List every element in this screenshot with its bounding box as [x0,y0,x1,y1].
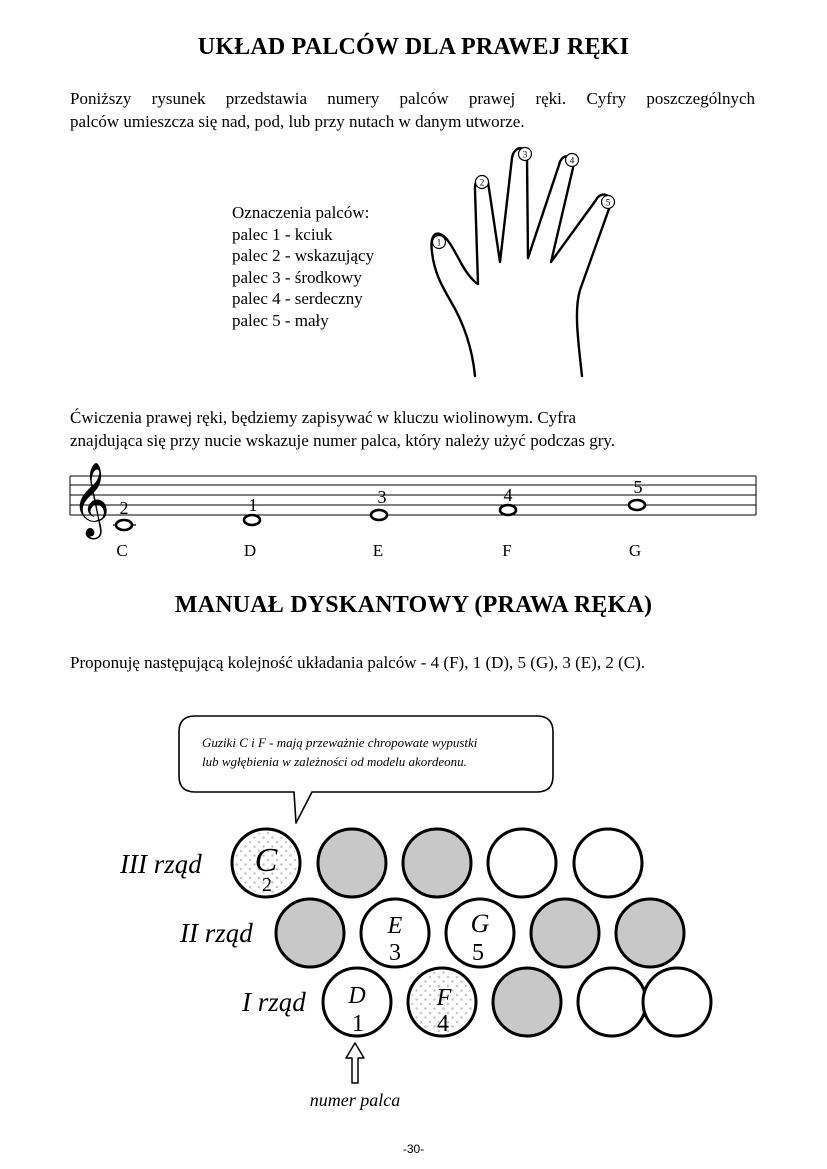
button-row1-white-1 [578,968,646,1036]
finger-3-number: 3 [522,149,528,160]
note-e-name: E [372,541,384,560]
legend-item: palec 3 - środkowy [232,267,362,287]
button-e-note: E [387,913,403,939]
button-f-note: F [436,985,452,1011]
legend-heading: Oznaczenia palców: [232,203,370,222]
button-row1-gray-1 [493,968,561,1036]
button-g-finger: 5 [472,940,484,966]
page-title: UKŁAD PALCÓW DLA PRAWEJ RĘKI [197,34,630,60]
accordion-diagram [0,700,827,1120]
button-row2-gray-3 [616,899,684,967]
button-row3-white-2 [574,829,642,897]
button-row3-gray-2 [403,829,471,897]
note-f [500,505,516,515]
finger-1-number: 1 [436,237,442,248]
finger-5-number: 5 [605,197,611,208]
intro-line-1: Poniższy rysunek przedstawia numery palców prawej ręki. Cyfry poszczególnych [70,89,755,108]
button-row3-white-1 [488,829,556,897]
note-d [244,515,260,525]
exercise-line-1: Ćwiczenia prawej ręki, będziemy zapisywać w kluczu wiolinowym. Cyfra [70,408,577,427]
page-number: -30- [402,1142,425,1156]
intro-line-2: palców umieszcza się nad, pod, lub przy nutach w danym utworze. [70,112,525,131]
hand-outline [431,148,610,376]
note-c-finger: 2 [119,498,129,518]
arrow-up-icon [346,1043,364,1083]
note-g-name: G [628,541,642,560]
button-c-finger: 2 [262,874,272,896]
legend-item: palec 5 - mały [232,310,329,330]
proposal-text: Proponuję następującą kolejność układania palców - 4 (F), 1 (D), 5 (G), 3 (E), 2 (C). [70,653,646,672]
button-c-note: C [254,842,278,879]
speech-bubble [179,716,553,823]
row-2-label: II rząd [180,918,253,948]
bubble-text-line-2: lub wgłębienia w zależności od modelu akordeonu. [202,754,467,769]
note-d-name: D [243,541,257,560]
button-d-finger: 1 [352,1011,364,1037]
button-e-finger: 3 [389,940,401,966]
note-c-name: C [116,541,128,560]
note-d-finger: 1 [248,495,258,515]
arrow-label: numer palca [309,1090,401,1110]
note-g [629,500,645,510]
button-row1-white-2 [643,968,711,1036]
note-f-finger: 4 [503,485,513,505]
note-e [371,510,387,520]
hand-illustration [420,140,630,380]
button-row3-gray-1 [318,829,386,897]
section-title: MANUAŁ DYSKANTOWY (PRAWA RĘKA) [174,592,653,618]
note-e-finger: 3 [377,487,387,507]
note-g-finger: 5 [633,477,643,497]
button-row2-gray-1 [276,899,344,967]
button-g-note: G [470,909,490,938]
row-1-label: I rząd [242,987,306,1017]
legend-item: palec 1 - kciuk [232,224,333,244]
finger-4-number: 4 [569,155,575,166]
row-3-label: III rząd [120,849,202,879]
music-staff [66,455,766,570]
legend-item: palec 4 - serdeczny [232,289,363,308]
finger-legend [232,202,374,331]
finger-2-number: 2 [479,177,485,188]
bubble-text-line-1: Guziki C i F - mają przeważnie chropowate wypustki [202,735,478,750]
button-f-finger: 4 [437,1011,449,1037]
button-row2-gray-2 [531,899,599,967]
exercise-line-2: znajdująca się przy nucie wskazuje numer palca, który należy użyć podczas gry. [70,431,616,450]
legend-item: palec 2 - wskazujący [232,246,375,265]
button-d-note: D [348,983,366,1009]
note-c [116,520,132,530]
treble-clef-icon: 𝄞 [72,464,110,535]
note-f-name: F [502,541,512,560]
